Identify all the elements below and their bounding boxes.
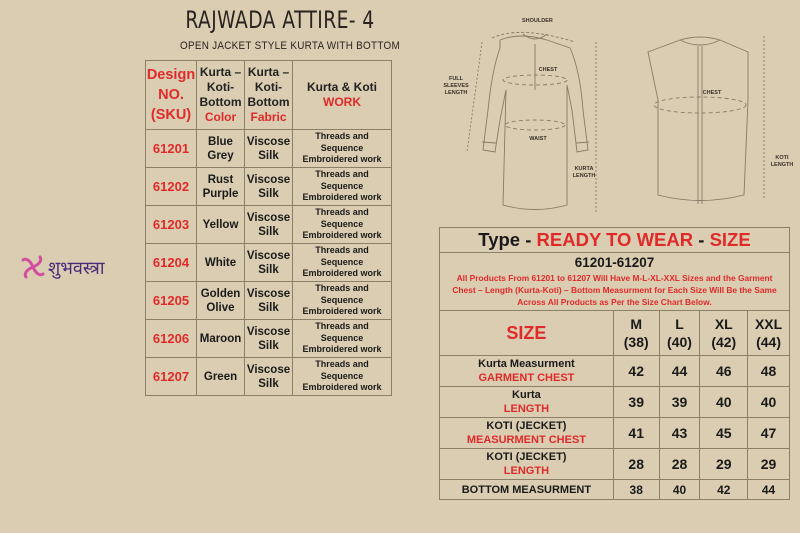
diagram-label-sleeves: FULL SLEEVES LENGTH <box>443 76 469 96</box>
diagram-label-chest: CHEST <box>538 67 558 73</box>
table-row: Kurta LENGTH 39 39 40 40 <box>440 387 790 418</box>
table-row: Kurta Measurment GARMENT CHEST 42 44 46 48 <box>440 356 790 387</box>
diagram-label-shoulder: SHOULDER <box>522 18 553 24</box>
header-sku: Design NO. (SKU) <box>146 61 197 130</box>
header-fabric: Kurta – Koti- Bottom Fabric <box>245 61 293 130</box>
table-row: 61202 Rust Purple Viscose Silk Threads and Sequence Embroidered work <box>146 168 392 206</box>
table-row: 61207 Green Viscose Silk Threads and Sequence Embroidered work <box>146 358 392 396</box>
size-header-row: SIZE M (38) L (40) XL (42) XXL (44) <box>440 311 790 356</box>
sku-range: 61201-61207 <box>574 255 655 270</box>
page-subtitle: OPEN JACKET STYLE KURTA WITH BOTTOM <box>180 40 400 52</box>
product-table-header <box>146 61 392 130</box>
kurta-diagram <box>420 0 620 220</box>
table-row: KOTI (JECKET) MEASURMENT CHEST 41 43 45 47 <box>440 418 790 449</box>
table-row: 61203 Yellow Viscose Silk Threads and Sequence Embroidered work <box>146 206 392 244</box>
koti-diagram <box>620 0 800 220</box>
brand-logo <box>18 250 128 284</box>
header-color: Kurta – Koti- Bottom Color <box>197 61 245 130</box>
table-row: 61206 Maroon Viscose Silk Threads and Sequence Embroidered work <box>146 320 392 358</box>
size-chart-range-row <box>440 253 790 311</box>
diagram-label-kurta-length: KURTA LENGTH <box>572 166 596 179</box>
product-table <box>145 60 392 396</box>
diagram-label-koti-length: KOTI LENGTH <box>770 155 794 168</box>
table-row: KOTI (JECKET) LENGTH 28 28 29 29 <box>440 449 790 480</box>
brand-logo-text: शुभवस्त्रा <box>48 258 105 279</box>
table-row: 61205 Golden Olive Viscose Silk Threads and Sequence Embroidered work <box>146 282 392 320</box>
table-row: 61201 Blue Grey Viscose Silk Threads and Sequence Embroidered work <box>146 130 392 168</box>
table-row: 61204 White Viscose Silk Threads and Sequence Embroidered work <box>146 244 392 282</box>
table-row: BOTTOM MEASURMENT 38 40 42 44 <box>440 480 790 500</box>
size-chart-table <box>439 227 790 500</box>
size-chart-title: Type - READY TO WEAR - SIZE <box>440 228 790 253</box>
diagram-label-koti-chest: CHEST <box>702 90 722 96</box>
size-chart-title-row <box>440 228 790 253</box>
swastik-swirl-icon <box>18 250 128 284</box>
size-chart-note: All Products From 61201 to 61207 Will Have M-L-XL-XXL Sizes and the Garment Chest – Length (Kurta-Koti) – Bottom Measurment for Each Size Will Be the Same Across All Products as Per the Size Chart Below. <box>452 273 777 307</box>
header-work: Kurta & Koti WORK <box>293 61 392 130</box>
page-title: RAJWADA ATTIRE- 4 <box>185 6 375 34</box>
diagram-label-waist: WAIST <box>529 136 547 142</box>
